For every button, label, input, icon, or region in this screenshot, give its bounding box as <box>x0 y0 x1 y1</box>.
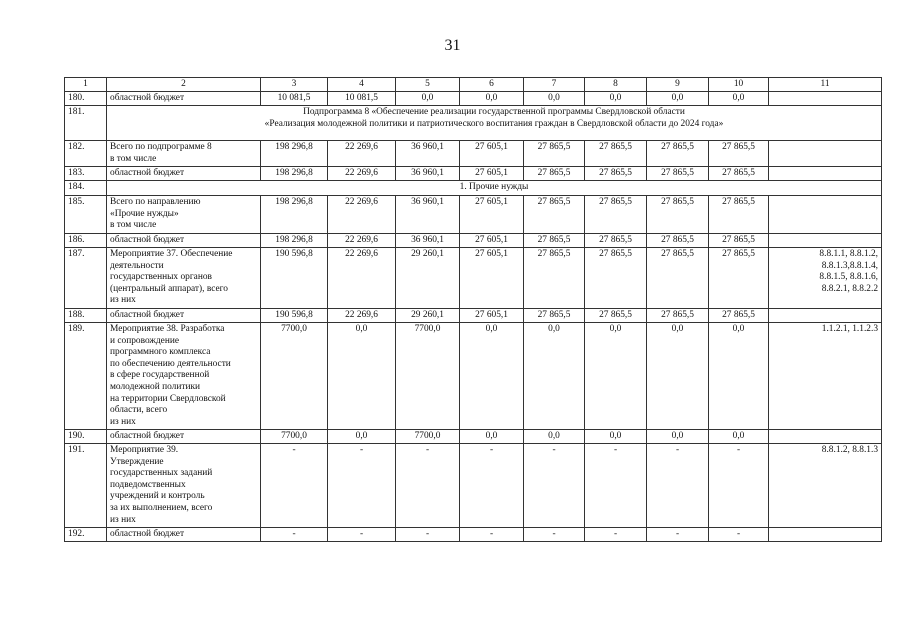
amount-cell: 27 865,5 <box>524 167 585 181</box>
row-label: Мероприятие 39. Утверждение государственных заданий подведомственных учреждений и контроль за их выполнением, всего из них <box>107 444 261 528</box>
amount-cell: 36 960,1 <box>396 234 460 248</box>
amount-cell: 0,0 <box>396 92 460 106</box>
column-header: 2 <box>107 78 261 92</box>
amount-cell: - <box>647 528 709 542</box>
row-label: областной бюджет <box>107 92 261 106</box>
row-number: 184. <box>65 181 107 196</box>
table-row <box>65 234 882 248</box>
amount-cell: - <box>709 528 769 542</box>
amount-cell: 29 260,1 <box>396 248 460 309</box>
amount-cell: 27 605,1 <box>460 141 524 167</box>
row-label: Всего по направлению «Прочие нужды» в том числе <box>107 196 261 234</box>
amount-cell: 27 865,5 <box>647 234 709 248</box>
amount-cell: 0,0 <box>328 430 396 444</box>
row-number: 189. <box>65 323 107 430</box>
amount-cell: 0,0 <box>585 323 647 430</box>
amount-cell: 27 865,5 <box>524 196 585 234</box>
target-indicator-refs <box>769 528 882 542</box>
amount-cell: 27 605,1 <box>460 309 524 323</box>
amount-cell: - <box>328 444 396 528</box>
target-indicator-refs <box>769 92 882 106</box>
amount-cell: 7700,0 <box>261 323 328 430</box>
amount-cell: 27 865,5 <box>647 248 709 309</box>
row-label: областной бюджет <box>107 234 261 248</box>
row-number: 188. <box>65 309 107 323</box>
amount-cell: 0,0 <box>709 92 769 106</box>
table-row <box>65 309 882 323</box>
row-number: 191. <box>65 444 107 528</box>
column-header: 9 <box>647 78 709 92</box>
amount-cell: - <box>709 444 769 528</box>
amount-cell: - <box>585 528 647 542</box>
amount-cell: 0,0 <box>460 323 524 430</box>
amount-cell: 22 269,6 <box>328 248 396 309</box>
table-row <box>65 181 882 196</box>
amount-cell: 0,0 <box>585 430 647 444</box>
amount-cell: 27 865,5 <box>647 196 709 234</box>
amount-cell: 0,0 <box>524 323 585 430</box>
amount-cell: - <box>396 444 460 528</box>
amount-cell: 27 865,5 <box>709 196 769 234</box>
amount-cell: 27 865,5 <box>585 141 647 167</box>
amount-cell: 27 865,5 <box>585 167 647 181</box>
row-number: 187. <box>65 248 107 309</box>
amount-cell: 36 960,1 <box>396 196 460 234</box>
amount-cell: 22 269,6 <box>328 234 396 248</box>
amount-cell: - <box>647 444 709 528</box>
amount-cell: - <box>261 528 328 542</box>
amount-cell: 7700,0 <box>261 430 328 444</box>
amount-cell: 36 960,1 <box>396 167 460 181</box>
amount-cell: 27 865,5 <box>709 248 769 309</box>
amount-cell: 29 260,1 <box>396 309 460 323</box>
row-label: Всего по подпрограмме 8 в том числе <box>107 141 261 167</box>
amount-cell: - <box>261 444 328 528</box>
amount-cell: 22 269,6 <box>328 141 396 167</box>
amount-cell: 190 596,8 <box>261 248 328 309</box>
row-number: 181. <box>65 106 107 141</box>
row-label: областной бюджет <box>107 528 261 542</box>
target-indicator-refs <box>769 234 882 248</box>
row-label: областной бюджет <box>107 167 261 181</box>
target-indicator-refs <box>769 167 882 181</box>
amount-cell: 0,0 <box>460 430 524 444</box>
row-label: областной бюджет <box>107 430 261 444</box>
row-number: 192. <box>65 528 107 542</box>
amount-cell: - <box>460 528 524 542</box>
column-header: 6 <box>460 78 524 92</box>
amount-cell: 22 269,6 <box>328 309 396 323</box>
target-indicator-refs <box>769 141 882 167</box>
column-header: 8 <box>585 78 647 92</box>
amount-cell: 10 081,5 <box>261 92 328 106</box>
amount-cell: 27 865,5 <box>647 309 709 323</box>
amount-cell: 27 605,1 <box>460 196 524 234</box>
amount-cell: 0,0 <box>647 92 709 106</box>
row-label: Мероприятие 38. Разработка и сопровождение программного комплекса по обеспечению деятельности в сфере государственной молодежной политики на территории Свердловской области, всего из них <box>107 323 261 430</box>
amount-cell: 27 865,5 <box>709 234 769 248</box>
row-number: 185. <box>65 196 107 234</box>
amount-cell: 198 296,8 <box>261 141 328 167</box>
table-header-row <box>65 78 882 92</box>
target-indicator-refs <box>769 309 882 323</box>
amount-cell: 10 081,5 <box>328 92 396 106</box>
amount-cell: 0,0 <box>524 430 585 444</box>
table-row <box>65 444 882 528</box>
table-row <box>65 248 882 309</box>
section-heading: Подпрограмма 8 «Обеспечение реализации государственной программы Свердловской области «Реализация молодежной политики и патриотического воспитания граждан в Свердловской области до 2024 года» <box>107 106 882 141</box>
amount-cell: 198 296,8 <box>261 167 328 181</box>
amount-cell: 0,0 <box>585 92 647 106</box>
row-number: 182. <box>65 141 107 167</box>
amount-cell: - <box>524 444 585 528</box>
amount-cell: 7700,0 <box>396 430 460 444</box>
amount-cell: 27 865,5 <box>524 309 585 323</box>
target-indicator-refs: 1.1.2.1, 1.1.2.3 <box>769 323 882 430</box>
amount-cell: 0,0 <box>647 323 709 430</box>
amount-cell: - <box>460 444 524 528</box>
amount-cell: 0,0 <box>328 323 396 430</box>
amount-cell: 27 865,5 <box>524 141 585 167</box>
amount-cell: 27 865,5 <box>709 141 769 167</box>
amount-cell: 198 296,8 <box>261 196 328 234</box>
row-label: областной бюджет <box>107 309 261 323</box>
amount-cell: 198 296,8 <box>261 234 328 248</box>
table-row <box>65 323 882 430</box>
row-number: 190. <box>65 430 107 444</box>
amount-cell: - <box>396 528 460 542</box>
table-row <box>65 196 882 234</box>
amount-cell: 27 865,5 <box>709 309 769 323</box>
amount-cell: - <box>524 528 585 542</box>
column-header: 4 <box>328 78 396 92</box>
amount-cell: 27 865,5 <box>524 234 585 248</box>
amount-cell: 0,0 <box>647 430 709 444</box>
amount-cell: - <box>585 444 647 528</box>
amount-cell: 22 269,6 <box>328 196 396 234</box>
column-header: 3 <box>261 78 328 92</box>
amount-cell: 27 865,5 <box>585 248 647 309</box>
amount-cell: 190 596,8 <box>261 309 328 323</box>
amount-cell: 7700,0 <box>396 323 460 430</box>
column-header: 5 <box>396 78 460 92</box>
page-number: 31 <box>444 37 461 54</box>
amount-cell: 27 605,1 <box>460 234 524 248</box>
amount-cell: 0,0 <box>709 430 769 444</box>
table-row <box>65 141 882 167</box>
target-indicator-refs <box>769 430 882 444</box>
section-heading: 1. Прочие нужды <box>107 181 882 196</box>
amount-cell: 27 865,5 <box>524 248 585 309</box>
amount-cell: 27 605,1 <box>460 167 524 181</box>
amount-cell: 0,0 <box>460 92 524 106</box>
amount-cell: - <box>328 528 396 542</box>
amount-cell: 0,0 <box>709 323 769 430</box>
row-number: 186. <box>65 234 107 248</box>
amount-cell: 27 865,5 <box>647 141 709 167</box>
table-row <box>65 106 882 141</box>
amount-cell: 27 605,1 <box>460 248 524 309</box>
column-header: 11 <box>769 78 882 92</box>
table-row <box>65 167 882 181</box>
amount-cell: 36 960,1 <box>396 141 460 167</box>
amount-cell: 27 865,5 <box>647 167 709 181</box>
target-indicator-refs: 8.8.1.1, 8.8.1.2, 8.8.1.3,8.8.1.4, 8.8.1.5, 8.8.1.6, 8.8.2.1, 8.8.2.2 <box>769 248 882 309</box>
row-number: 183. <box>65 167 107 181</box>
table-row <box>65 528 882 542</box>
amount-cell: 27 865,5 <box>709 167 769 181</box>
amount-cell: 27 865,5 <box>585 234 647 248</box>
amount-cell: 27 865,5 <box>585 309 647 323</box>
row-number: 180. <box>65 92 107 106</box>
column-header: 7 <box>524 78 585 92</box>
table-row <box>65 430 882 444</box>
budget-table <box>64 77 882 542</box>
table-row <box>65 92 882 106</box>
row-label: Мероприятие 37. Обеспечение деятельности государственных органов (центральный аппарат), всего из них <box>107 248 261 309</box>
target-indicator-refs <box>769 196 882 234</box>
column-header: 10 <box>709 78 769 92</box>
target-indicator-refs: 8.8.1.2, 8.8.1.3 <box>769 444 882 528</box>
column-header: 1 <box>65 78 107 92</box>
amount-cell: 22 269,6 <box>328 167 396 181</box>
amount-cell: 0,0 <box>524 92 585 106</box>
amount-cell: 27 865,5 <box>585 196 647 234</box>
